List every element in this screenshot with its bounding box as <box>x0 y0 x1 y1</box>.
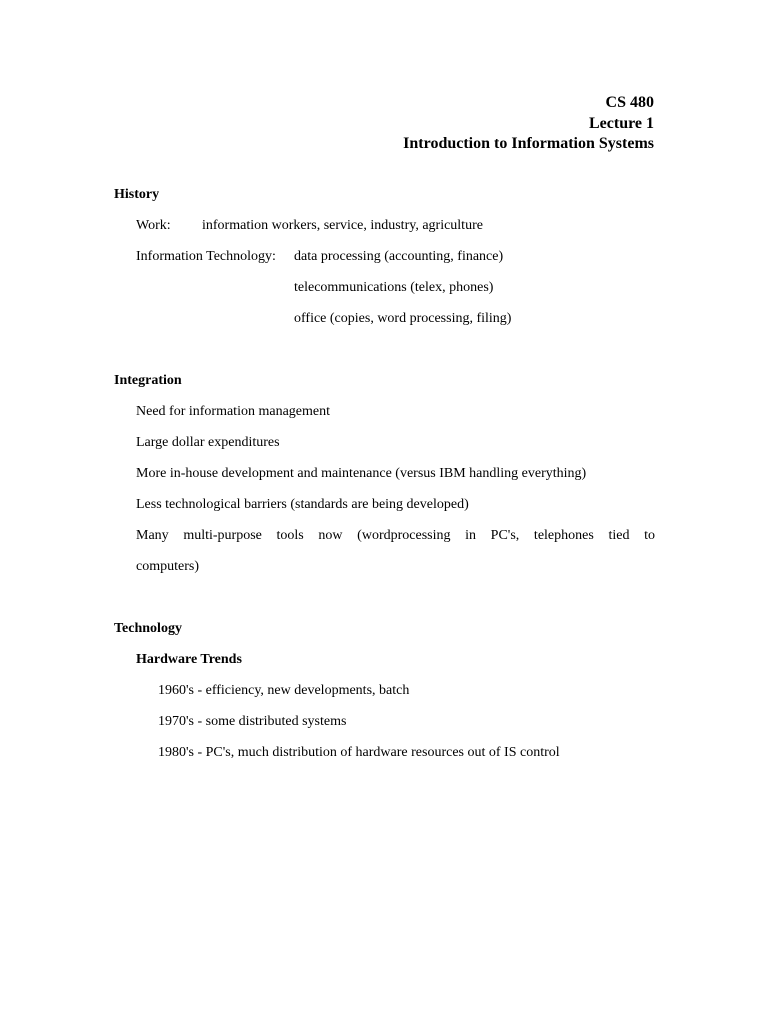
work-value: information workers, service, industry, agriculture <box>202 218 483 233</box>
integration-item: Large dollar expenditures <box>136 435 280 450</box>
trend-item-1980s: 1980's - PC's, much distribution of hardware resources out of IS control <box>158 745 560 760</box>
technology-heading: Technology <box>114 621 182 636</box>
it-label: Information Technology: <box>136 249 276 264</box>
integration-heading: Integration <box>114 373 182 388</box>
work-label: Work: <box>136 218 171 233</box>
it-item-data-processing: data processing (accounting, finance) <box>294 249 504 264</box>
integration-item: Less technological barriers (standards are being developed) <box>136 497 469 512</box>
integration-item-line2: computers) <box>136 559 199 574</box>
history-heading: History <box>114 187 160 202</box>
integration-item: More in-house development and maintenance (versus IBM handling everything) <box>136 466 587 481</box>
hardware-trends-subheading: Hardware Trends <box>136 652 242 667</box>
it-item-office: office (copies, word processing, filing) <box>294 311 512 326</box>
integration-item-line1: Many multi-purpose tools now (wordprocessing in PC's, telephones tied to <box>136 528 655 543</box>
trend-item-1970s: 1970's - some distributed systems <box>158 714 347 729</box>
trend-item-1960s: 1960's - efficiency, new developments, batch <box>158 683 410 698</box>
lecture-number: Lecture 1 <box>588 115 654 132</box>
it-item-telecommunications: telecommunications (telex, phones) <box>294 280 494 295</box>
integration-item: Need for information management <box>136 404 330 419</box>
course-code: CS 480 <box>605 94 654 111</box>
document-title: Introduction to Information Systems <box>403 135 654 152</box>
